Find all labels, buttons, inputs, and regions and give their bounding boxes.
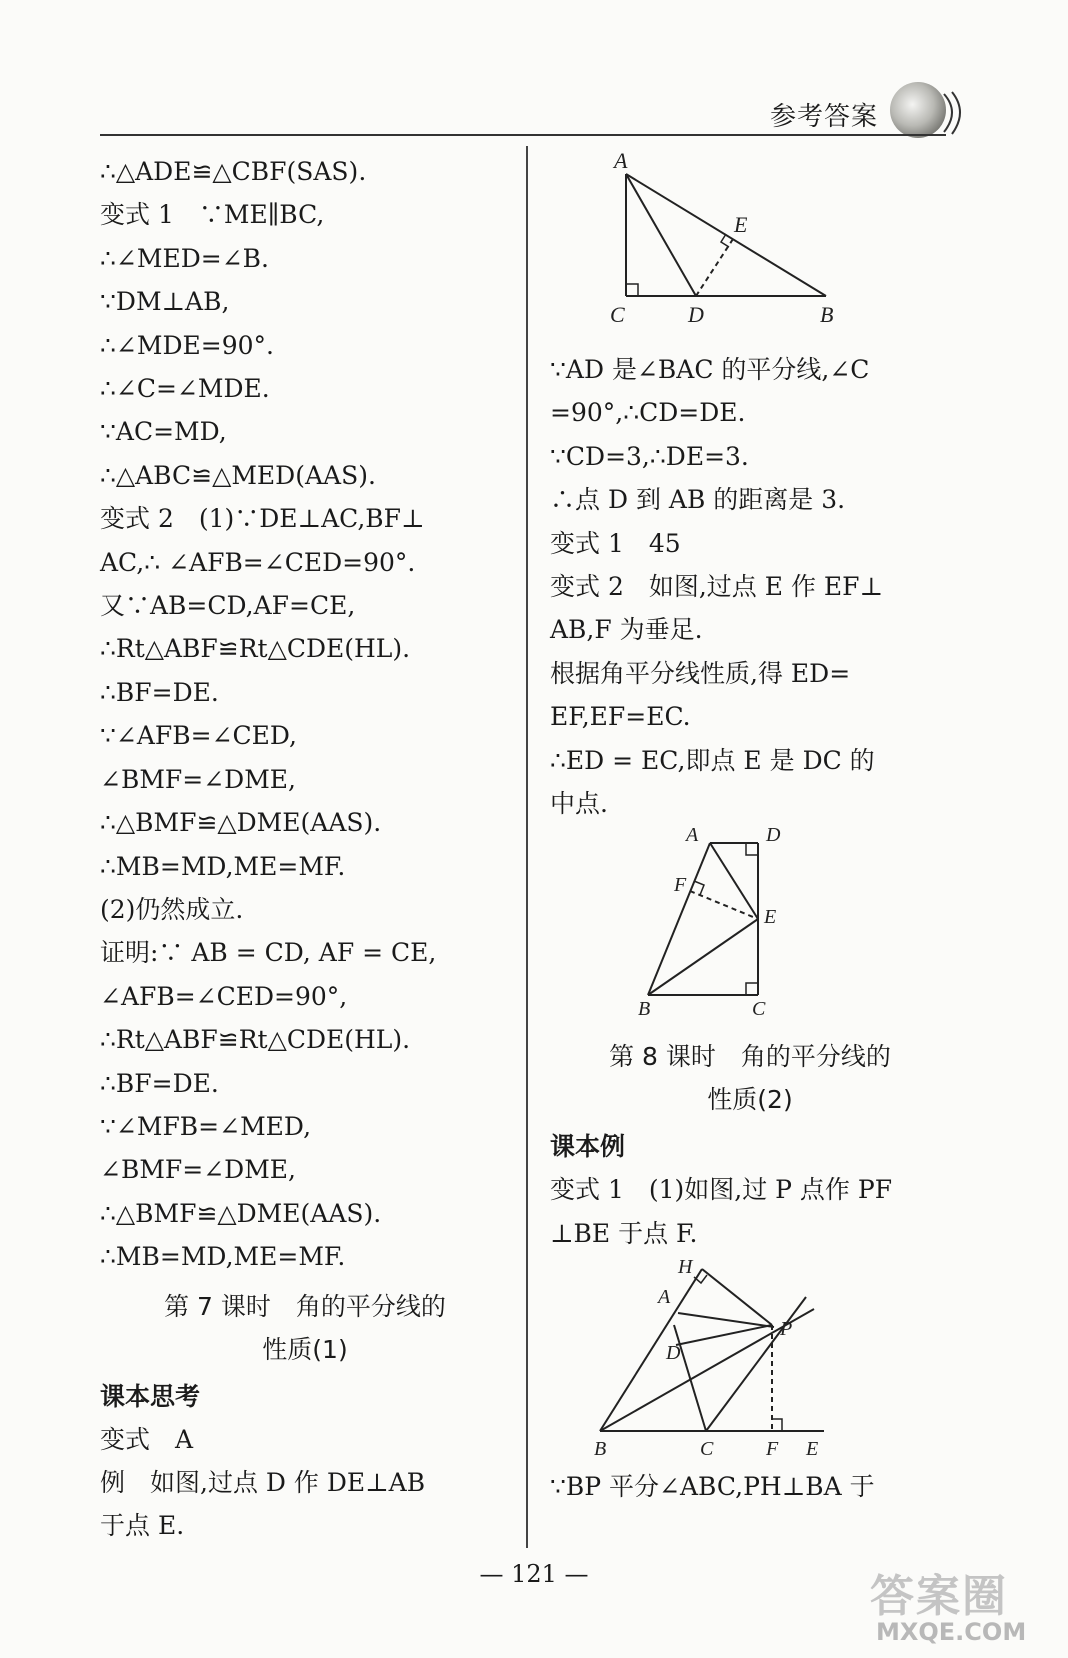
left-text-line: ∴△ADE≌△CBF(SAS). <box>100 157 367 186</box>
left-text-line: 证明:∵ AB = CD, AF = CE, <box>100 938 437 968</box>
left-text-line: ∴△BMF≌△DME(AAS). <box>100 1198 382 1228</box>
lesson8-title-line1: 第 8 课时 角的平分线的 <box>609 1042 891 1072</box>
figure-angle-bisector <box>550 1255 950 1465</box>
left-text-line: 又∵AB=CD,AF=CE, <box>100 591 356 621</box>
left-text-line: 例 如图,过点 D 作 DE⊥AB <box>100 1467 426 1497</box>
right-text-line: AB,F 为垂足. <box>550 615 703 645</box>
fig3-label-C: C <box>700 1438 714 1461</box>
fig2-label-E: E <box>764 906 777 929</box>
left-text-line: ∠AFB=∠CED=90°, <box>100 981 348 1011</box>
left-text-line: ∵∠MFB=∠MED, <box>100 1111 312 1141</box>
right-text-line: 变式 1 (1)如图,过 P 点作 PF <box>550 1175 893 1205</box>
left-text-line: ∴MB=MD,ME=MF. <box>100 851 346 881</box>
left-text-line: 变式 2 (1)∵DE⊥AC,BF⊥ <box>100 504 425 534</box>
fig1-label-D: D <box>688 302 704 327</box>
right-text-line: 根据角平分线性质,得 ED= <box>550 658 851 688</box>
left-text-line: ∴Rt△ABF≌Rt△CDE(HL). <box>100 1025 411 1055</box>
left-text-line: ∵DM⊥AB, <box>100 287 230 317</box>
left-lines <box>100 150 510 1279</box>
left-text-line: ∵AC=MD, <box>100 417 227 447</box>
fig2-label-C: C <box>752 998 766 1021</box>
left-text-line: AC,∴ ∠AFB=∠CED=90°. <box>100 547 416 577</box>
right-column <box>550 150 950 1509</box>
watermark-logo: 答案圈 <box>870 1571 1008 1622</box>
left-text-line: 变式 1 ∵ME∥BC, <box>100 200 325 230</box>
right-text-line: ∵CD=3,∴DE=3. <box>550 441 749 471</box>
fig3-label-P: P <box>780 1318 793 1341</box>
fig3-label-H: H <box>678 1256 693 1279</box>
left-text-line: (2)仍然成立. <box>100 894 244 924</box>
left-text-line: ∴△ABC≌△MED(AAS). <box>100 460 376 490</box>
left-text-line: ∠BMF=∠DME, <box>100 764 296 794</box>
fig3-label-A: A <box>658 1286 671 1309</box>
lesson8-title-line2: 性质(2) <box>707 1085 793 1115</box>
lesson7-title-line2: 性质(1) <box>262 1334 348 1364</box>
header-swoosh-icon <box>938 90 968 136</box>
left-column <box>100 150 510 1548</box>
right-text-line: 变式 2 如图,过点 E 作 EF⊥ <box>550 572 883 602</box>
left-text-line: ∴Rt△ABF≌Rt△CDE(HL). <box>100 634 411 664</box>
fig2-label-B: B <box>638 998 651 1021</box>
left-heading-textbook-thinking: 课本思考 <box>100 1381 201 1411</box>
header-title: 参考答案 <box>770 102 879 132</box>
fig2-label-D: D <box>766 825 781 847</box>
fig2-label-A: A <box>686 825 699 847</box>
header-rule <box>100 134 946 136</box>
left-text-line: ∴∠C=∠MDE. <box>100 374 270 404</box>
fig3-label-E: E <box>806 1438 819 1461</box>
page-number: — 121 — <box>479 1560 589 1588</box>
left-text-line: ∴BF=DE. <box>100 1068 219 1098</box>
right-text-line: 中点. <box>550 789 608 819</box>
left-text-line: ∴BF=DE. <box>100 677 219 707</box>
right-text-line: ∴点 D 到 AB 的距离是 3. <box>550 485 846 515</box>
fig1-label-E: E <box>734 212 748 237</box>
fig3-label-D: D <box>666 1342 681 1365</box>
left-text-line: 于点 E. <box>100 1511 185 1541</box>
fig1-label-C: C <box>610 302 625 327</box>
right-text-line: ∵BP 平分∠ABC,PH⊥BA 于 <box>550 1472 875 1502</box>
right-heading-textbook-example: 课本例 <box>550 1132 626 1162</box>
right-lines-3 <box>550 1465 950 1508</box>
left-text-line: ∴MB=MD,ME=MF. <box>100 1242 346 1272</box>
fig1-label-A: A <box>614 150 628 173</box>
left-text-line: ∴∠MED=∠B. <box>100 243 269 273</box>
fig1-label-B: B <box>820 302 834 327</box>
watermark-text: MXQE.COM <box>876 1618 1027 1646</box>
figure-right-triangle <box>550 150 950 348</box>
left-text-line: ∠BMF=∠DME, <box>100 1155 296 1185</box>
right-text-line: ∵AD 是∠BAC 的平分线,∠C <box>550 355 870 384</box>
right-text-line: ∴ED = EC,即点 E 是 DC 的 <box>550 745 875 775</box>
right-text-line: 变式 1 45 <box>550 528 681 558</box>
left-text-line: 变式 A <box>100 1424 194 1454</box>
fig3-label-F: F <box>766 1438 779 1461</box>
left-text-line: ∴∠MDE=90°. <box>100 330 274 360</box>
right-text-line: EF,EF=EC. <box>550 702 691 732</box>
right-text-line: =90°,∴CD=DE. <box>550 398 746 428</box>
fig2-label-F: F <box>674 874 687 897</box>
left-text-line: ∴△BMF≌△DME(AAS). <box>100 808 382 838</box>
right-lines-1 <box>550 348 950 825</box>
lesson7-title-line1: 第 7 课时 角的平分线的 <box>164 1291 446 1321</box>
left-tail-lines <box>100 1418 510 1548</box>
figure-trapezoid <box>550 825 950 1025</box>
column-divider <box>526 146 528 1548</box>
left-text-line: ∵∠AFB=∠CED, <box>100 721 297 751</box>
right-lines-2 <box>550 1168 950 1255</box>
fig3-label-B: B <box>594 1438 607 1461</box>
right-text-line: ⊥BE 于点 F. <box>550 1218 698 1248</box>
